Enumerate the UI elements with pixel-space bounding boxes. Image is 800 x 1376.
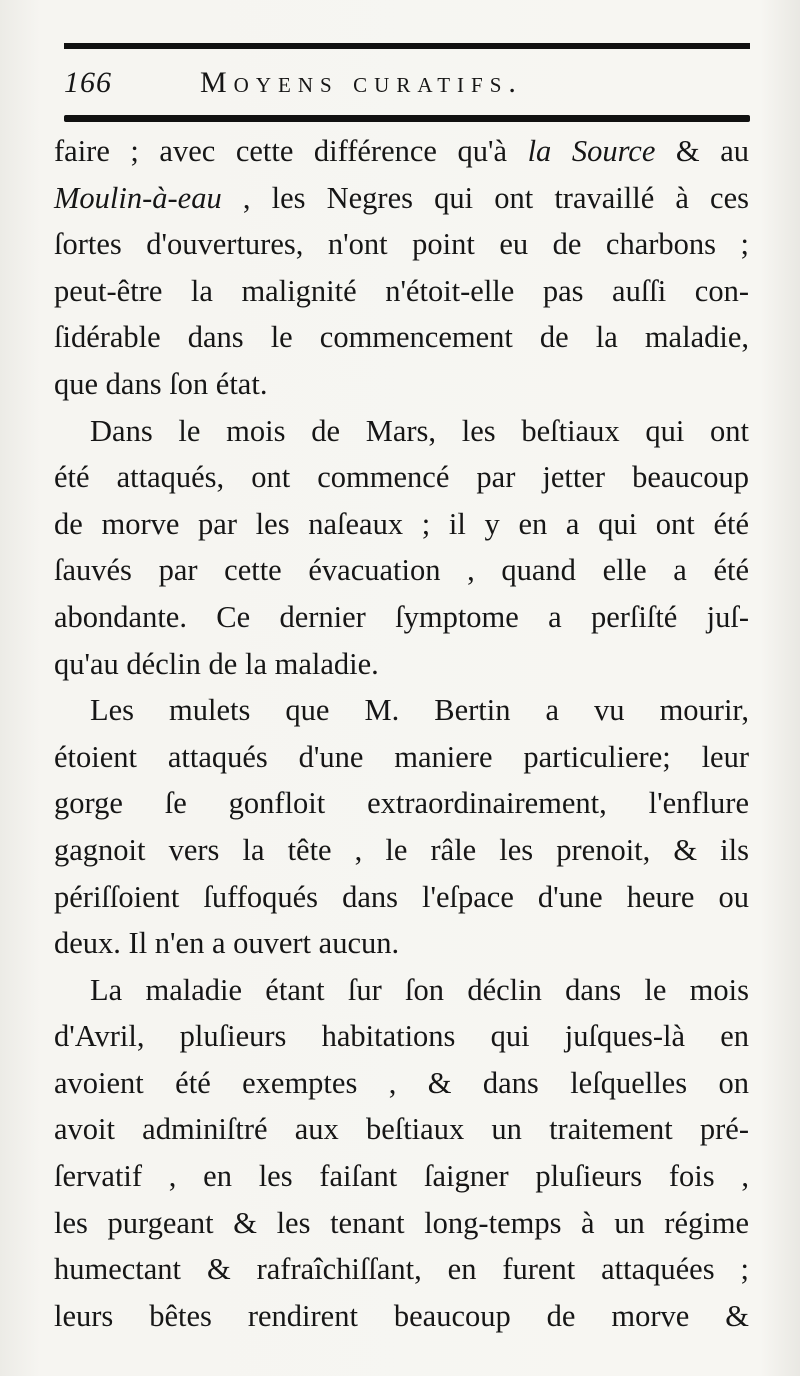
text-line: ſidérable dans le commencement de la maladie, <box>54 320 749 355</box>
text-line: ſortes d'ouvertures, n'ont point eu de charbons ; <box>54 227 749 262</box>
page-number: 166 <box>64 66 112 99</box>
text-line: abondante. Ce dernier ſymptome a perſiſté juſ- <box>54 599 749 634</box>
header-bottom-rule <box>64 115 750 122</box>
text-line: deux. Il n'en a ouvert aucun. <box>54 926 400 961</box>
text-line: les purgeant & les tenant long-temps à un régime <box>54 1205 749 1240</box>
text-line: Moulin-à-eau , les Negres qui ont travaillé à ces <box>54 180 749 215</box>
text-line: périſſoient ſuffoqués dans l'eſpace d'une heure ou <box>54 879 749 914</box>
text-line: d'Avril, pluſieurs habitations qui juſques-là en <box>54 1019 749 1054</box>
text-line: étoient attaqués d'une maniere particuliere; leur <box>54 739 749 774</box>
paragraph-first-line: La maladie étant ſur ſon déclin dans le mois <box>90 972 749 1007</box>
text-line: gorge ſe gonfloit extraordinairement, l'enflure <box>54 786 749 821</box>
italic-place-name: Moulin-à-eau <box>54 180 222 215</box>
running-title: Moyens curatifs. <box>200 66 523 99</box>
text-line: ſauvés par cette évacuation , quand elle a été <box>54 553 749 588</box>
italic-place-name: la Source <box>527 134 656 168</box>
text-line: qu'au déclin de la maladie. <box>54 646 379 681</box>
text-line: de morve par les naſeaux ; il y en a qui ont été <box>54 506 749 541</box>
text-line: peut-être la malignité n'étoit-elle pas auſſi con- <box>54 273 749 308</box>
paragraph-first-line: Les mulets que M. Bertin a vu mourir, <box>90 693 749 728</box>
text-line: que dans ſon état. <box>54 366 268 401</box>
text-line: avoit adminiſtré aux beſtiaux un traitement pré- <box>54 1112 749 1147</box>
text-line: avoient été exemptes , & dans leſquelles on <box>54 1065 749 1100</box>
text-line: humectant & rafraîchiſſant, en furent attaquées ; <box>54 1252 749 1287</box>
text-line: faire ; avec cette différence qu'à la Source & au <box>54 134 749 168</box>
body-text <box>54 128 749 1339</box>
paragraph-first-line: Dans le mois de Mars, les beſtiaux qui ont <box>90 413 749 448</box>
text-line: gagnoit vers la tête , le râle les prenoit, & ils <box>54 832 749 867</box>
header-top-rule <box>64 43 750 49</box>
text-line: ſervatif , en les faiſant ſaigner pluſieurs fois , <box>54 1159 749 1194</box>
text-line: leurs bêtes rendirent beaucoup de morve & <box>54 1298 749 1333</box>
running-header <box>64 60 750 104</box>
text-line: été attaqués, ont commencé par jetter beaucoup <box>54 460 749 495</box>
